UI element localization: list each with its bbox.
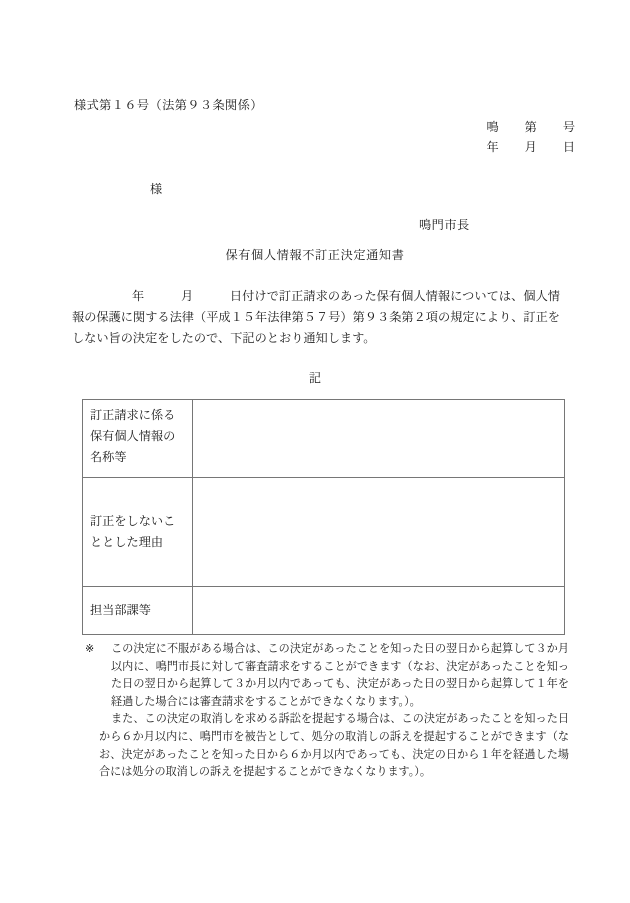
table-value-subject-name[interactable] (193, 400, 565, 478)
body-paragraph: 年 月 日付けで訂正請求のあった保有個人情報については、個人情報の保護に関する法律（平成１５年法律第５７号）第９３条第２項の規定により、訂正をしない旨の決定をしたので、下記のとおり通知します。 (72, 289, 560, 345)
recipient-honorific: 様 (150, 182, 163, 196)
date-day-label: 日 (562, 140, 575, 154)
document-number-line (486, 117, 575, 137)
issuer-name: 鳴門市長 (419, 218, 470, 232)
date-month-label: 月 (524, 140, 537, 154)
ki-marker: 記 (308, 371, 322, 385)
document-number-block (486, 117, 575, 157)
table-row (83, 587, 565, 635)
footnote-litigation-text: また、この決定の取消しを求める訴訟を提起する場合は、この決定があったことを知った日から６か月以内に、鳴門市を被告として、処分の取消しの訴えを提起することができます（なお、決定があったことを知った日から６か月以内であっても、決定の日から１年を経過した場合には処分の取消しの訴えを提起することができなくなります。）。 (99, 713, 569, 779)
table-label-subject-name: 訂正請求に係る 保有個人情報の 名称等 (83, 400, 193, 478)
form-number: 様式第１６号（法第９３条関係） (74, 98, 263, 112)
document-number-label: 第 (524, 120, 537, 134)
table-value-department[interactable] (193, 587, 565, 635)
footnote-litigation (85, 711, 569, 781)
date-year-label: 年 (486, 140, 499, 154)
table-row (83, 478, 565, 587)
footnote-marker-icon: ※ (85, 643, 95, 655)
table-value-reason[interactable] (193, 478, 565, 587)
document-number-suffix: 号 (562, 120, 575, 134)
footnotes (85, 641, 569, 782)
footnote-appeal-text: この決定に不服がある場合は、この決定があったことを知った日の翌日から起算して３か月以内に、鳴門市長に対して審査請求をすることができます（なお、決定があったことを知った日の翌日から起算して３か月以内であっても、決定があった日の翌日から起算して１年を経過した場合には審査請求をすることができなくなります。）。 (111, 643, 569, 708)
table-row (83, 400, 565, 478)
document-title: 保有個人情報不訂正決定通知書 (225, 248, 405, 262)
document-number-prefix: 鳴 (486, 120, 499, 134)
table-label-reason: 訂正をしないこ ととした理由 (83, 478, 193, 587)
information-table (82, 399, 565, 635)
table-label-department: 担当部課等 (83, 587, 193, 635)
footnote-appeal (85, 641, 569, 711)
document-date-line (486, 137, 575, 157)
